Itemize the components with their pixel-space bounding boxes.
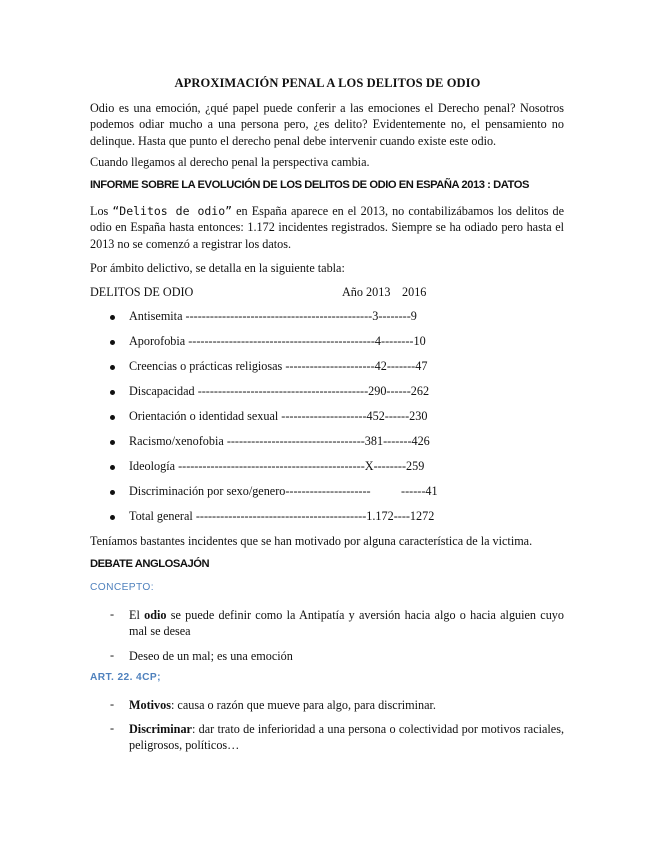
bullet-icon xyxy=(110,465,115,470)
debate-heading: DEBATE ANGLOSAJÓN xyxy=(90,558,210,570)
crime-row: Orientación o identidad sexual ---------------------452------230 xyxy=(129,409,428,423)
dash-marker: - xyxy=(110,607,115,621)
bullet-icon xyxy=(110,390,115,395)
crime-row: Ideología ----------------------------------------------X--------259 xyxy=(129,459,425,473)
crime-row: Antisemita ----------------------------------------------3--------9 xyxy=(129,309,417,323)
table-header-year-2013: Año 2013 xyxy=(342,285,391,299)
bullet-icon xyxy=(110,340,115,345)
crime-row: Aporofobia ----------------------------------------------4--------10 xyxy=(129,334,426,348)
informe-paragraph-1: Los “Delitos de odio” en España aparece en el 2013, no contabilizábamos los delitos de odio en España hasta entonces: 1.172 incidentes registrados. Siempre se ha odiado pero hasta el 2013 no se comenzó a registrar los datos. xyxy=(90,204,565,251)
quoted-term: “Delitos de odio” xyxy=(112,204,233,218)
bullet-icon xyxy=(110,440,115,445)
bullet-icon xyxy=(110,515,115,520)
bullet-icon xyxy=(110,315,115,320)
dash-marker: - xyxy=(110,648,115,662)
document-title: APROXIMACIÓN PENAL A LOS DELITOS DE ODIO xyxy=(174,76,481,90)
crime-row: Creencias o prácticas religiosas ----------------------42-------47 xyxy=(129,359,428,373)
crime-row-total: Total general ------------------------------------------1.172----1272 xyxy=(129,509,435,523)
closing-paragraph: Teníamos bastantes incidentes que se han motivado por alguna característica de la victima. xyxy=(90,534,533,548)
bullet-icon xyxy=(110,415,115,420)
intro-paragraph-2: Cuando llegamos al derecho penal la perspectiva cambia. xyxy=(90,155,370,169)
dash-marker: - xyxy=(110,721,115,735)
table-header-label: DELITOS DE ODIO xyxy=(90,285,194,299)
concepto-heading: CONCEPTO: xyxy=(90,582,154,593)
art-item: Motivos: causa o razón que mueve para algo, para discriminar. xyxy=(129,698,436,712)
bullet-icon xyxy=(110,490,115,495)
informe-paragraph-2: Por ámbito delictivo, se detalla en la siguiente tabla: xyxy=(90,261,345,275)
intro-paragraph-1: Odio es una emoción, ¿qué papel puede conferir a las emociones el Derecho penal? Nosotros podemos odiar mucho a una persona pero, ¿es delito? Evidentemente no, el pensamiento no delinque. Hasta que punto el derecho penal debe intervenir cuando existe este odio. xyxy=(90,101,564,148)
concepto-item: El odio se puede definir como la Antipatía y aversión hacia algo o hacia alguien cuyo mal se desea xyxy=(129,608,564,639)
crime-row: Racismo/xenofobia ----------------------------------381-------426 xyxy=(129,434,430,448)
art-heading: ART. 22. 4CP; xyxy=(90,672,161,683)
table-header-year-2016: 2016 xyxy=(402,285,427,299)
bullet-icon xyxy=(110,365,115,370)
crime-row: Discriminación por sexo/genero--------------------- ------41 xyxy=(129,484,438,498)
art-item: Discriminar: dar trato de inferioridad a una persona o colectividad por motivos raciales, peligrosos, políticos… xyxy=(129,722,564,753)
crime-row: Discapacidad ------------------------------------------290------262 xyxy=(129,384,430,398)
dash-marker: - xyxy=(110,697,115,711)
informe-heading: INFORME SOBRE LA EVOLUCIÓN DE LOS DELITOS DE ODIO EN ESPAÑA 2013 : DATOS xyxy=(90,179,529,191)
concepto-item: Deseo de un mal; es una emoción xyxy=(129,649,293,663)
